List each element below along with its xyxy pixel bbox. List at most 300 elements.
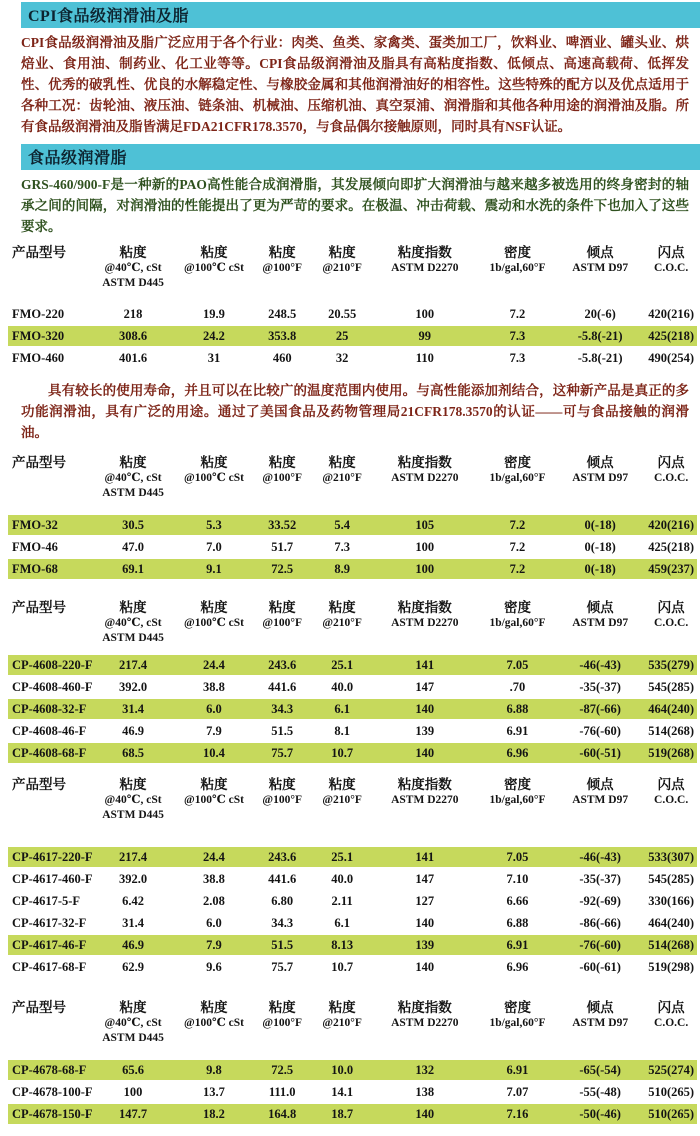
table-row — [8, 537, 697, 557]
header-subline: @40℃, cSt — [104, 617, 162, 629]
section-title-oils — [21, 2, 700, 28]
header-line: 密度 — [503, 777, 531, 792]
value-cell: 460 — [272, 350, 292, 365]
header-subline: @210°F — [322, 794, 362, 806]
value-cell: 31 — [207, 350, 221, 365]
column-header — [370, 599, 480, 646]
header-subline: C.O.C. — [654, 1017, 689, 1029]
value-cell: 7.3 — [334, 539, 350, 554]
header-subline: @100°F — [262, 1017, 302, 1029]
column-header — [315, 776, 370, 823]
value-cell: -35(-37) — [579, 871, 621, 886]
table-row — [8, 1104, 697, 1124]
column-header — [250, 244, 315, 291]
column-header — [555, 999, 645, 1046]
column-header — [315, 999, 370, 1046]
value-cell: 0(-18) — [584, 539, 616, 554]
value-cell: 6.88 — [506, 915, 529, 930]
table-row — [8, 515, 697, 535]
value-cell: 459(237) — [648, 561, 695, 576]
header-subline: C.O.C. — [654, 794, 689, 806]
column-header — [88, 599, 178, 646]
value-cell: 5.3 — [206, 517, 222, 532]
value-cell: 24.4 — [203, 849, 225, 864]
value-cell: 525(274) — [648, 1062, 695, 1077]
header-subline: ASTM D445 — [102, 632, 164, 644]
value-cell: 7.2 — [509, 561, 526, 576]
header-subline: @210°F — [322, 472, 362, 484]
header-line: 密度 — [503, 455, 531, 470]
column-header — [645, 776, 697, 823]
table-row — [8, 677, 697, 697]
header-line: 粘度 — [328, 245, 356, 260]
value-cell: 7.2 — [509, 517, 526, 532]
value-cell: 392.0 — [118, 871, 148, 886]
value-cell: 545(285) — [648, 679, 695, 694]
value-cell: 545(285) — [648, 871, 695, 886]
value-cell: 33.52 — [268, 517, 297, 532]
product-model-cell: CP-4608-460-F — [12, 679, 93, 694]
value-cell: 18.7 — [331, 1106, 354, 1121]
value-cell: 7.05 — [506, 849, 529, 864]
column-header — [480, 244, 555, 291]
value-cell: 100 — [415, 561, 435, 576]
table-row — [8, 655, 697, 675]
product-model-cell: CP-4678-150-F — [12, 1106, 93, 1121]
column-header — [315, 599, 370, 646]
product-model-cell: FMO-32 — [12, 517, 58, 532]
value-cell: 10.7 — [331, 959, 354, 974]
header-line: 粘度指数 — [397, 777, 452, 792]
value-cell: 8.1 — [334, 723, 350, 738]
value-cell: 6.42 — [122, 893, 144, 908]
value-cell: 141 — [415, 849, 435, 864]
product-model-cell: CP-4617-5-F — [12, 893, 81, 908]
table-header-row — [8, 244, 697, 291]
value-cell: 9.6 — [206, 959, 222, 974]
value-cell: 2.08 — [203, 893, 225, 908]
header-subline: ASTM D445 — [102, 1032, 164, 1044]
header-subline: @40℃, cSt — [104, 1017, 162, 1029]
table-header-row — [8, 776, 697, 823]
table-header-row — [8, 454, 697, 501]
header-line: 闪点 — [657, 455, 685, 470]
value-cell: 18.2 — [203, 1106, 225, 1121]
value-cell: 308.6 — [118, 328, 148, 343]
value-cell: -87(-66) — [579, 701, 621, 716]
value-cell: 32 — [335, 350, 349, 365]
value-cell: 514(268) — [648, 937, 695, 952]
value-cell: -60(-51) — [579, 745, 621, 760]
header-line: 产品型号 — [12, 455, 66, 470]
value-cell: 147 — [415, 871, 435, 886]
header-line: 粘度 — [119, 600, 147, 615]
value-cell: -46(-43) — [579, 849, 621, 864]
header-line: 粘度 — [328, 455, 356, 470]
value-cell: 69.1 — [122, 561, 144, 576]
value-cell: -60(-61) — [579, 959, 621, 974]
value-cell: 533(307) — [648, 849, 695, 864]
table-body — [8, 515, 697, 579]
value-cell: 139 — [415, 937, 435, 952]
header-line: 产品型号 — [12, 777, 66, 792]
value-cell: 10.7 — [331, 745, 354, 760]
header-subline: @100°F — [262, 794, 302, 806]
header-line: 倾点 — [586, 245, 614, 260]
spec-table-cp4617 — [8, 776, 697, 977]
header-line: 闪点 — [657, 600, 685, 615]
header-subline: ASTM D2270 — [391, 472, 459, 484]
header-subline: ASTM D97 — [572, 1017, 629, 1029]
value-cell: 24.2 — [203, 328, 225, 343]
value-cell: 140 — [415, 915, 435, 930]
header-line: 粘度 — [119, 245, 147, 260]
section-title-oils-label: CPI食品级润滑油及脂 — [28, 8, 190, 25]
value-cell: 147 — [415, 679, 435, 694]
value-cell: 19.9 — [203, 306, 225, 321]
value-cell: 401.6 — [118, 350, 148, 365]
value-cell: 519(268) — [648, 745, 695, 760]
spec-table-fmo-heavy — [8, 244, 697, 368]
header-line: 粘度指数 — [397, 600, 452, 615]
header-line: 密度 — [503, 1000, 531, 1015]
header-line: 粘度 — [268, 777, 296, 792]
table-row — [8, 1082, 697, 1102]
column-header — [555, 244, 645, 291]
value-cell: 420(216) — [648, 306, 695, 321]
column-header — [88, 454, 178, 501]
value-cell: 490(254) — [648, 350, 695, 365]
product-model-cell: CP-4608-220-F — [12, 657, 93, 672]
column-header — [645, 244, 697, 291]
product-model-header — [8, 244, 88, 291]
value-cell: 7.10 — [506, 871, 529, 886]
header-line: 粘度指数 — [397, 455, 452, 470]
column-header — [480, 776, 555, 823]
value-cell: 65.6 — [122, 1062, 144, 1077]
value-cell: 140 — [415, 745, 435, 760]
spec-table-cp4678 — [8, 999, 697, 1124]
value-cell: 140 — [415, 959, 435, 974]
value-cell: 99 — [418, 328, 432, 343]
value-cell: -5.8(-21) — [577, 328, 623, 343]
header-subline: @100°F — [262, 262, 302, 274]
table-row — [8, 869, 697, 889]
product-model-cell: FMO-46 — [12, 539, 58, 554]
table-row — [8, 559, 697, 579]
column-header — [250, 454, 315, 501]
multipurpose-description: 具有较长的使用寿命，并且可以在比较广的温度范围内使用。与高性能添加剂结合，这种新产品是真正的多功能润滑油，具有广泛的用途。通过了美国食品及药物管理局21CFR178.3570的认证——可与食品接触的润滑油。 — [21, 383, 689, 440]
header-subline: ASTM D97 — [572, 472, 629, 484]
value-cell: -55(-48) — [579, 1084, 621, 1099]
product-model-cell: FMO-68 — [12, 561, 58, 576]
value-cell: 218 — [123, 306, 143, 321]
value-cell: 25 — [335, 328, 349, 343]
header-line: 倾点 — [586, 455, 614, 470]
column-header — [178, 776, 250, 823]
value-cell: 243.6 — [268, 657, 297, 672]
header-subline: 1b/gal,60°F — [489, 472, 546, 484]
header-line: 粘度 — [328, 777, 356, 792]
header-subline: @100℃ cSt — [184, 262, 244, 274]
product-model-header — [8, 599, 88, 646]
column-header — [178, 999, 250, 1046]
header-subline: ASTM D2270 — [391, 794, 459, 806]
value-cell: 8.9 — [334, 561, 350, 576]
table-row — [8, 847, 697, 867]
value-cell: 6.91 — [506, 937, 529, 952]
product-model-cell: CP-4608-32-F — [12, 701, 87, 716]
value-cell: 7.16 — [506, 1106, 529, 1121]
header-subline: C.O.C. — [654, 262, 689, 274]
value-cell: 6.0 — [206, 915, 222, 930]
spec-table-fmo-light — [8, 454, 697, 579]
value-cell: 510(265) — [648, 1084, 695, 1099]
product-model-header — [8, 999, 88, 1046]
header-line: 粘度 — [268, 455, 296, 470]
value-cell: 6.91 — [506, 1062, 529, 1077]
header-line: 密度 — [503, 245, 531, 260]
value-cell: 72.5 — [271, 561, 294, 576]
value-cell: 100 — [415, 306, 435, 321]
header-line: 粘度 — [328, 1000, 356, 1015]
value-cell: 6.80 — [271, 893, 294, 908]
value-cell: 7.9 — [206, 723, 222, 738]
value-cell: 51.7 — [271, 539, 294, 554]
value-cell: 420(216) — [648, 517, 695, 532]
value-cell: 62.9 — [122, 959, 144, 974]
table-row — [8, 699, 697, 719]
value-cell: -76(-60) — [579, 723, 621, 738]
column-header — [250, 776, 315, 823]
header-subline: 1b/gal,60°F — [489, 262, 546, 274]
value-cell: 140 — [415, 701, 435, 716]
column-header — [370, 454, 480, 501]
value-cell: 164.8 — [268, 1106, 297, 1121]
oils-description: CPI食品级润滑油及脂广泛应用于各个行业：肉类、鱼类、家禽类、蛋类加工厂，饮料业、啤酒业、罐头业、烘焙业、食用油、制药业、化工业等等。CPI食品级润滑油及脂具有高粘度指数、低倾点、高速高载荷、低挥发性、优秀的破乳性、优良的水解稳定性、与橡胶金属和其他润滑油好的相容性。这些特殊的配方以及优点适用于各种工况：齿轮油、液压油、链条油、机械油、压缩机油、真空泵浦、润滑脂和其他各种用途的润滑油及脂。所有食品级润滑油及脂皆满足FDA21CFR178.3570，与食品偶尔接触原则，同时具有NSF认证。 — [21, 35, 689, 134]
header-subline: @100°F — [262, 472, 302, 484]
table-row — [8, 1060, 697, 1080]
column-header — [178, 599, 250, 646]
column-header — [250, 999, 315, 1046]
value-cell: 6.96 — [506, 745, 529, 760]
header-subline: ASTM D445 — [102, 487, 164, 499]
product-model-cell: CP-4617-220-F — [12, 849, 93, 864]
header-line: 闪点 — [657, 777, 685, 792]
header-subline: @210°F — [322, 262, 362, 274]
column-header — [88, 999, 178, 1046]
value-cell: 139 — [415, 723, 435, 738]
value-cell: 46.9 — [122, 937, 144, 952]
product-model-cell: CP-4678-100-F — [12, 1084, 93, 1099]
value-cell: 514(268) — [648, 723, 695, 738]
value-cell: 464(240) — [648, 701, 695, 716]
value-cell: 6.96 — [506, 959, 529, 974]
value-cell: 7.3 — [509, 350, 526, 365]
product-model-cell: FMO-460 — [12, 350, 65, 365]
table-body — [8, 304, 697, 368]
section-title-grease — [21, 144, 700, 170]
value-cell: 7.0 — [206, 539, 222, 554]
value-cell: 46.9 — [122, 723, 144, 738]
header-subline: ASTM D2270 — [391, 617, 459, 629]
column-header — [178, 454, 250, 501]
value-cell: -65(-54) — [579, 1062, 621, 1077]
value-cell: 31.4 — [122, 701, 144, 716]
table-header-row — [8, 999, 697, 1046]
section-title-grease-label: 食品级润滑脂 — [28, 150, 128, 167]
value-cell: 40.0 — [331, 679, 354, 694]
header-subline: ASTM D97 — [572, 617, 629, 629]
value-cell: 217.4 — [118, 849, 148, 864]
header-line: 粘度 — [328, 600, 356, 615]
header-subline: @210°F — [322, 1017, 362, 1029]
value-cell: 7.9 — [206, 937, 222, 952]
product-model-cell: FMO-220 — [12, 306, 65, 321]
header-subline: @210°F — [322, 617, 362, 629]
value-cell: 10.0 — [331, 1062, 354, 1077]
header-subline: 1b/gal,60°F — [489, 617, 546, 629]
header-line: 粘度 — [200, 1000, 228, 1015]
product-model-header — [8, 454, 88, 501]
column-header — [178, 244, 250, 291]
value-cell: 14.1 — [331, 1084, 354, 1099]
header-line: 粘度 — [119, 777, 147, 792]
product-model-cell: CP-4617-68-F — [12, 959, 87, 974]
value-cell: 464(240) — [648, 915, 695, 930]
value-cell: -46(-43) — [579, 657, 621, 672]
column-header — [315, 454, 370, 501]
header-line: 粘度指数 — [397, 245, 452, 260]
table-row — [8, 721, 697, 741]
column-header — [250, 599, 315, 646]
header-line: 密度 — [503, 600, 531, 615]
column-header — [88, 244, 178, 291]
column-header — [480, 999, 555, 1046]
value-cell: -50(-46) — [579, 1106, 621, 1121]
header-line: 闪点 — [657, 245, 685, 260]
header-subline: @40℃, cSt — [104, 472, 162, 484]
value-cell: 31.4 — [122, 915, 144, 930]
value-cell: 20(-6) — [584, 306, 616, 321]
product-model-cell: CP-4608-46-F — [12, 723, 87, 738]
header-line: 倾点 — [586, 600, 614, 615]
value-cell: 6.66 — [506, 893, 529, 908]
value-cell: 68.5 — [122, 745, 144, 760]
value-cell: 72.5 — [271, 1062, 294, 1077]
value-cell: 535(279) — [648, 657, 695, 672]
product-model-cell: CP-4617-460-F — [12, 871, 93, 886]
value-cell: 9.8 — [206, 1062, 222, 1077]
column-header — [370, 776, 480, 823]
header-subline: ASTM D445 — [102, 809, 164, 821]
header-subline: C.O.C. — [654, 617, 689, 629]
value-cell: 5.4 — [334, 517, 350, 532]
value-cell: 10.4 — [203, 745, 225, 760]
value-cell: 47.0 — [122, 539, 144, 554]
product-model-cell: CP-4678-68-F — [12, 1062, 87, 1077]
value-cell: 510(265) — [648, 1106, 695, 1121]
table-row — [8, 326, 697, 346]
value-cell: 248.5 — [268, 306, 297, 321]
header-subline: ASTM D2270 — [391, 1017, 459, 1029]
value-cell: 2.11 — [331, 893, 353, 908]
header-line: 粘度 — [119, 1000, 147, 1015]
header-line: 倾点 — [586, 1000, 614, 1015]
header-line: 粘度指数 — [397, 1000, 452, 1015]
table-row — [8, 891, 697, 911]
header-subline: ASTM D97 — [572, 794, 629, 806]
table-row — [8, 957, 697, 977]
value-cell: 0(-18) — [584, 561, 616, 576]
table-row — [8, 935, 697, 955]
value-cell: 40.0 — [331, 871, 354, 886]
spec-table-cp4608 — [8, 599, 697, 763]
value-cell: 38.8 — [203, 679, 225, 694]
value-cell: 111.0 — [268, 1084, 296, 1099]
datasheet-page — [0, 2, 700, 1136]
value-cell: 441.6 — [268, 679, 297, 694]
value-cell: 9.1 — [206, 561, 222, 576]
value-cell: -5.8(-21) — [577, 350, 623, 365]
column-header — [645, 999, 697, 1046]
column-header — [555, 776, 645, 823]
value-cell: 20.55 — [328, 306, 357, 321]
value-cell: 140 — [415, 1106, 435, 1121]
value-cell: -76(-60) — [579, 937, 621, 952]
header-line: 粘度 — [268, 600, 296, 615]
header-line: 粘度 — [200, 245, 228, 260]
value-cell: -86(-66) — [579, 915, 621, 930]
column-header — [480, 454, 555, 501]
value-cell: 7.3 — [509, 328, 526, 343]
value-cell: 6.0 — [206, 701, 222, 716]
value-cell: 138 — [415, 1084, 435, 1099]
value-cell: 100 — [123, 1084, 143, 1099]
header-subline: @100℃ cSt — [184, 1017, 244, 1029]
column-header — [370, 999, 480, 1046]
value-cell: -92(-69) — [579, 893, 621, 908]
value-cell: 100 — [415, 539, 435, 554]
header-line: 粘度 — [119, 455, 147, 470]
table-row — [8, 743, 697, 763]
value-cell: 30.5 — [122, 517, 144, 532]
product-model-cell: CP-4617-32-F — [12, 915, 87, 930]
value-cell: 6.1 — [334, 701, 350, 716]
header-line: 粘度 — [200, 455, 228, 470]
value-cell: 6.1 — [334, 915, 350, 930]
value-cell: 75.7 — [271, 959, 294, 974]
value-cell: 392.0 — [118, 679, 148, 694]
header-line: 产品型号 — [12, 245, 66, 260]
value-cell: 441.6 — [268, 871, 297, 886]
value-cell: 0(-18) — [584, 517, 616, 532]
value-cell: 519(298) — [648, 959, 695, 974]
header-subline: @40℃, cSt — [104, 262, 162, 274]
value-cell: 38.8 — [203, 871, 225, 886]
column-header — [555, 454, 645, 501]
value-cell: 7.07 — [506, 1084, 529, 1099]
header-line: 粘度 — [200, 600, 228, 615]
header-line: 粘度 — [268, 245, 296, 260]
value-cell: 25.1 — [331, 657, 354, 672]
value-cell: 75.7 — [271, 745, 294, 760]
value-cell: 13.7 — [203, 1084, 225, 1099]
product-model-cell: CP-4617-46-F — [12, 937, 87, 952]
column-header — [480, 599, 555, 646]
value-cell: 132 — [415, 1062, 435, 1077]
value-cell: 147.7 — [118, 1106, 148, 1121]
